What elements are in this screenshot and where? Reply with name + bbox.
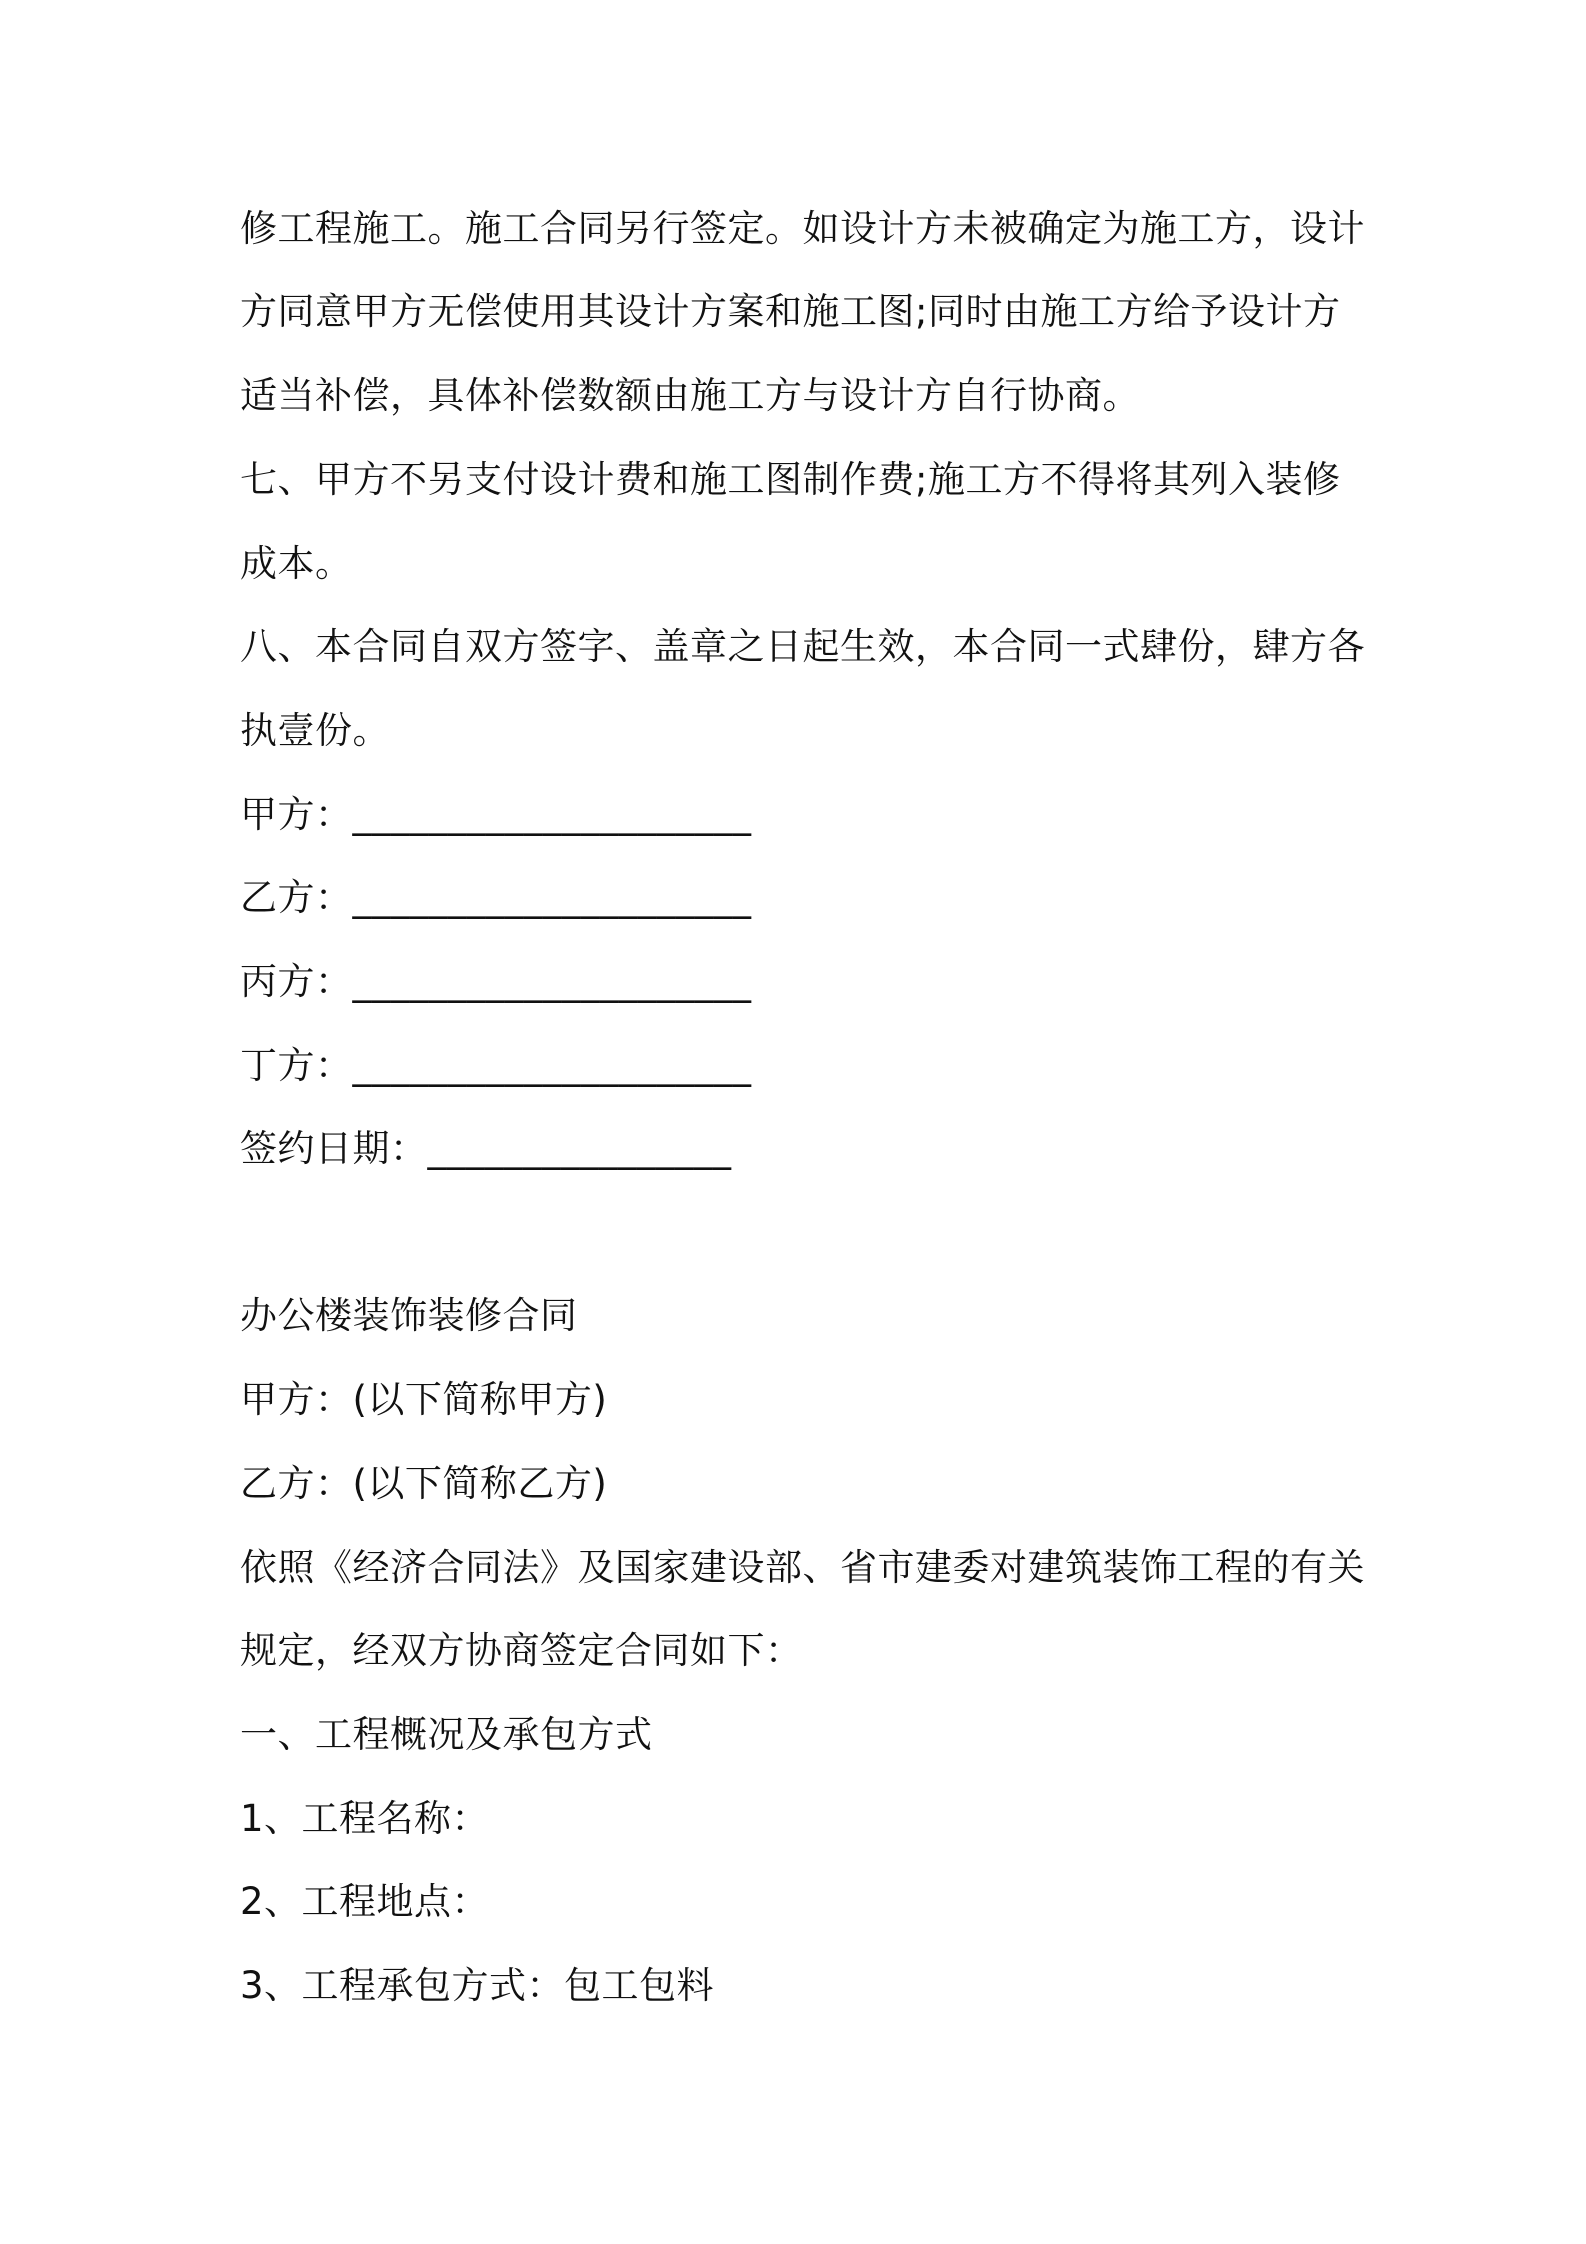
section-heading: 一、工程概况及承包方式 xyxy=(240,1713,653,1756)
signature-party-c: 丙方：_____________________ xyxy=(240,960,752,1003)
clause-eight-line: 八、本合同自双方签字、盖章之日起生效，本合同一式肆份，肆方各 xyxy=(240,625,1365,668)
signature-party-d: 丁方：_____________________ xyxy=(240,1044,752,1087)
list-item: 3、工程承包方式：包工包料 xyxy=(240,1964,715,2007)
contract-title: 办公楼装饰装修合同 xyxy=(240,1294,578,1337)
paragraph-line: 执壹份。 xyxy=(240,709,390,752)
signature-party-b: 乙方：_____________________ xyxy=(240,876,752,919)
party-a-line: 甲方：(以下简称甲方) xyxy=(240,1378,608,1421)
signature-party-a: 甲方：_____________________ xyxy=(240,793,752,836)
party-b-line: 乙方：(以下简称乙方) xyxy=(240,1462,608,1505)
paragraph-line: 适当补偿，具体补偿数额由施工方与设计方自行协商。 xyxy=(240,374,1140,417)
clause-seven-line: 七、甲方不另支付设计费和施工图制作费;施工方不得将其列入装修 xyxy=(240,458,1341,501)
paragraph-line: 方同意甲方无偿使用其设计方案和施工图;同时由施工方给予设计方 xyxy=(240,290,1341,333)
paragraph-line: 依照《经济合同法》及国家建设部、省市建委对建筑装饰工程的有关 xyxy=(240,1546,1365,1589)
paragraph-line: 修工程施工。施工合同另行签定。如设计方未被确定为施工方，设计 xyxy=(240,207,1365,250)
list-item: 1、工程名称： xyxy=(240,1797,490,1840)
paragraph-line: 规定，经双方协商签定合同如下： xyxy=(240,1629,803,1672)
list-item: 2、工程地点： xyxy=(240,1880,490,1923)
paragraph-line: 成本。 xyxy=(240,542,353,585)
signing-date: 签约日期：________________ xyxy=(240,1127,732,1170)
